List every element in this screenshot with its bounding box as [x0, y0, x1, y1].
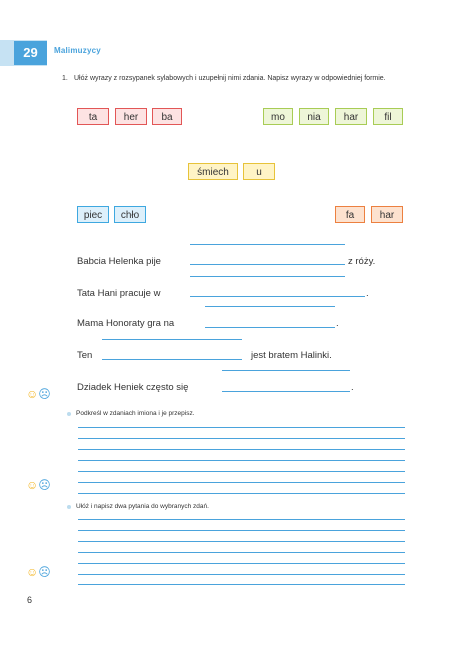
happy-face-icon[interactable]: ☺: [26, 387, 39, 401]
sentence-4-end: jest bratem Halinki.: [251, 350, 332, 361]
syllable-chip: u: [243, 163, 275, 180]
syllable-chip: ba: [152, 108, 182, 125]
answer-line[interactable]: [205, 306, 335, 307]
sentence-1-end: z róży.: [348, 256, 376, 267]
self-assessment-smileys: [26, 388, 51, 400]
writing-line[interactable]: [78, 471, 405, 472]
writing-line[interactable]: [78, 530, 405, 531]
sentence-5-start: Dziadek Heniek często się: [77, 382, 189, 393]
writing-line[interactable]: [78, 460, 405, 461]
answer-line[interactable]: [190, 296, 365, 297]
writing-line[interactable]: [78, 449, 405, 450]
sad-face-icon[interactable]: ☹: [38, 387, 51, 401]
task-3-instruction: Ułóż i napisz dwa pytania do wybranych zdań.: [76, 503, 209, 510]
task-2-instruction: Podkreśl w zdaniach imiona i je przepisz.: [76, 410, 195, 417]
writing-line[interactable]: [78, 584, 405, 585]
syllable-chip: piec: [77, 206, 109, 223]
lesson-number: 29: [14, 41, 47, 65]
syllable-chip: fa: [335, 206, 365, 223]
syllable-chip: har: [371, 206, 403, 223]
sentence-1-start: Babcia Helenka pije: [77, 256, 161, 267]
sentence-4-start: Ten: [77, 350, 93, 361]
answer-line[interactable]: [222, 391, 350, 392]
sentence-2-start: Tata Hani pracuje w: [77, 288, 161, 299]
sentence-3-end: .: [336, 318, 339, 329]
writing-line[interactable]: [78, 482, 405, 483]
writing-line[interactable]: [78, 541, 405, 542]
sad-face-icon[interactable]: ☹: [38, 565, 51, 579]
writing-line[interactable]: [78, 519, 405, 520]
answer-line[interactable]: [190, 264, 345, 265]
writing-line[interactable]: [78, 493, 405, 494]
answer-line[interactable]: [190, 244, 345, 245]
writing-line[interactable]: [78, 574, 405, 575]
syllable-chip: nia: [299, 108, 329, 125]
answer-line[interactable]: [190, 276, 345, 277]
writing-line[interactable]: [78, 438, 405, 439]
page-number: 6: [27, 595, 33, 605]
sentence-3-start: Mama Honoraty gra na: [77, 318, 175, 329]
sentence-5-end: .: [351, 382, 354, 393]
lesson-title: Malimuzycy: [54, 46, 101, 55]
answer-line[interactable]: [222, 370, 350, 371]
writing-line[interactable]: [78, 427, 405, 428]
sentence-2-end: .: [366, 288, 369, 299]
syllable-chip: ta: [77, 108, 109, 125]
syllable-chip: har: [335, 108, 367, 125]
answer-line[interactable]: [102, 339, 242, 340]
answer-line[interactable]: [205, 327, 335, 328]
happy-face-icon[interactable]: ☺: [26, 478, 39, 492]
sad-face-icon[interactable]: ☹: [38, 478, 51, 492]
syllable-chip: fil: [373, 108, 403, 125]
writing-line[interactable]: [78, 552, 405, 553]
syllable-chip: mo: [263, 108, 293, 125]
task-number: 1.: [62, 75, 68, 82]
bullet-icon: [67, 505, 71, 509]
answer-line[interactable]: [102, 359, 242, 360]
happy-face-icon[interactable]: ☺: [26, 565, 39, 579]
bullet-icon: [67, 412, 71, 416]
self-assessment-smileys: [26, 566, 51, 578]
self-assessment-smileys: [26, 479, 51, 491]
syllable-chip: chło: [114, 206, 146, 223]
task-instruction: Ułóż wyrazy z rozsypanek sylabowych i uzupełnij nimi zdania. Napisz wyrazy w odpowiedniej formie.: [74, 75, 386, 82]
writing-line[interactable]: [78, 563, 405, 564]
syllable-chip: śmiech: [188, 163, 238, 180]
syllable-chip: her: [115, 108, 147, 125]
